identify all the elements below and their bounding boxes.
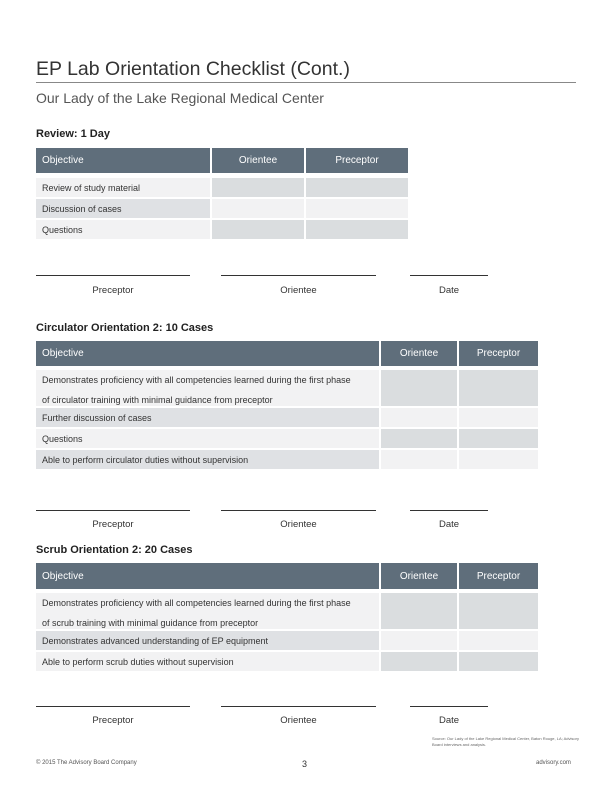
scrub-row-2-orientee-checkbox[interactable]: [381, 631, 457, 650]
circulator-header-preceptor: Preceptor: [459, 341, 538, 366]
circulator-row-4-objective: Able to perform circulator duties without supervision: [36, 450, 379, 469]
orientee-signature-line[interactable]: [221, 706, 376, 707]
circulator-header-orientee: Orientee: [381, 341, 457, 366]
circulator-row-3-objective: Questions: [36, 429, 379, 448]
circulator-row-3-orientee-checkbox[interactable]: [381, 429, 457, 448]
page-number: 3: [302, 759, 308, 769]
source-note: Source: Our Lady of the Lake Regional Medical Center, Baton Rouge, LA; Advisory Board interviews and analysis.: [432, 736, 579, 747]
circulator-row-2-preceptor-checkbox[interactable]: [459, 408, 538, 427]
review-row-2-orientee-checkbox[interactable]: [212, 199, 304, 218]
date-signature-line[interactable]: [410, 706, 488, 707]
circulator-row-4-orientee-checkbox[interactable]: [381, 450, 457, 469]
copyright: © 2015 The Advisory Board Company: [36, 760, 137, 766]
preceptor-signature-line[interactable]: [36, 275, 190, 276]
review-row-1-objective: Review of study material: [36, 178, 210, 197]
date-signature-label: Date: [438, 285, 460, 296]
orientee-signature-label: Orientee: [280, 285, 317, 296]
circulator-row-1-preceptor-checkbox[interactable]: [459, 370, 538, 406]
scrub-row-2-objective: Demonstrates advanced understanding of EP equipment: [36, 631, 379, 650]
review-row-1-preceptor-checkbox[interactable]: [306, 178, 408, 197]
circulator-row-2-objective: Further discussion of cases: [36, 408, 379, 427]
section-title-scrub: Scrub Orientation 2: 20 Cases: [36, 544, 193, 556]
website-link[interactable]: advisory.com: [536, 760, 571, 766]
scrub-row-1-objective: Demonstrates proficiency with all competencies learned during the first phase of scrub training with minimal guidance from preceptor: [36, 593, 379, 629]
date-signature-line[interactable]: [410, 510, 488, 511]
section-title-circulator: Circulator Orientation 2: 10 Cases: [36, 322, 214, 334]
scrub-row-3-orientee-checkbox[interactable]: [381, 652, 457, 671]
orientee-signature-line[interactable]: [221, 510, 376, 511]
scrub-row-1-preceptor-checkbox[interactable]: [459, 593, 538, 629]
preceptor-signature-line[interactable]: [36, 706, 190, 707]
page-title: EP Lab Orientation Checklist (Cont.): [36, 58, 350, 80]
scrub-header-preceptor: Preceptor: [459, 563, 538, 589]
title-divider: [36, 82, 576, 83]
date-signature-label: Date: [438, 715, 460, 726]
review-header-preceptor: Preceptor: [306, 148, 408, 173]
review-row-3-preceptor-checkbox[interactable]: [306, 220, 408, 239]
circulator-row-1-orientee-checkbox[interactable]: [381, 370, 457, 406]
orientee-signature-label: Orientee: [280, 519, 317, 530]
circulator-row-1-objective: Demonstrates proficiency with all competencies learned during the first phase of circulator training with minimal guidance from preceptor: [36, 370, 379, 406]
review-row-3-orientee-checkbox[interactable]: [212, 220, 304, 239]
scrub-header-orientee: Orientee: [381, 563, 457, 589]
page-subtitle: Our Lady of the Lake Regional Medical Center: [36, 90, 324, 106]
circulator-header-objective: Objective: [36, 341, 379, 366]
orientee-signature-line[interactable]: [221, 275, 376, 276]
review-row-2-preceptor-checkbox[interactable]: [306, 199, 408, 218]
review-header-orientee: Orientee: [212, 148, 304, 173]
circulator-row-4-preceptor-checkbox[interactable]: [459, 450, 538, 469]
preceptor-signature-label: Preceptor: [92, 715, 134, 726]
review-row-2-objective: Discussion of cases: [36, 199, 210, 218]
scrub-row-2-preceptor-checkbox[interactable]: [459, 631, 538, 650]
circulator-row-3-preceptor-checkbox[interactable]: [459, 429, 538, 448]
preceptor-signature-label: Preceptor: [92, 519, 134, 530]
date-signature-line[interactable]: [410, 275, 488, 276]
scrub-row-3-preceptor-checkbox[interactable]: [459, 652, 538, 671]
scrub-row-3-objective: Able to perform scrub duties without supervision: [36, 652, 379, 671]
section-title-review: Review: 1 Day: [36, 128, 110, 140]
circulator-row-2-orientee-checkbox[interactable]: [381, 408, 457, 427]
scrub-row-1-orientee-checkbox[interactable]: [381, 593, 457, 629]
review-row-1-orientee-checkbox[interactable]: [212, 178, 304, 197]
review-row-3-objective: Questions: [36, 220, 210, 239]
preceptor-signature-label: Preceptor: [92, 285, 134, 296]
date-signature-label: Date: [438, 519, 460, 530]
orientee-signature-label: Orientee: [280, 715, 317, 726]
scrub-header-objective: Objective: [36, 563, 379, 589]
preceptor-signature-line[interactable]: [36, 510, 190, 511]
review-header-objective: Objective: [36, 148, 210, 173]
